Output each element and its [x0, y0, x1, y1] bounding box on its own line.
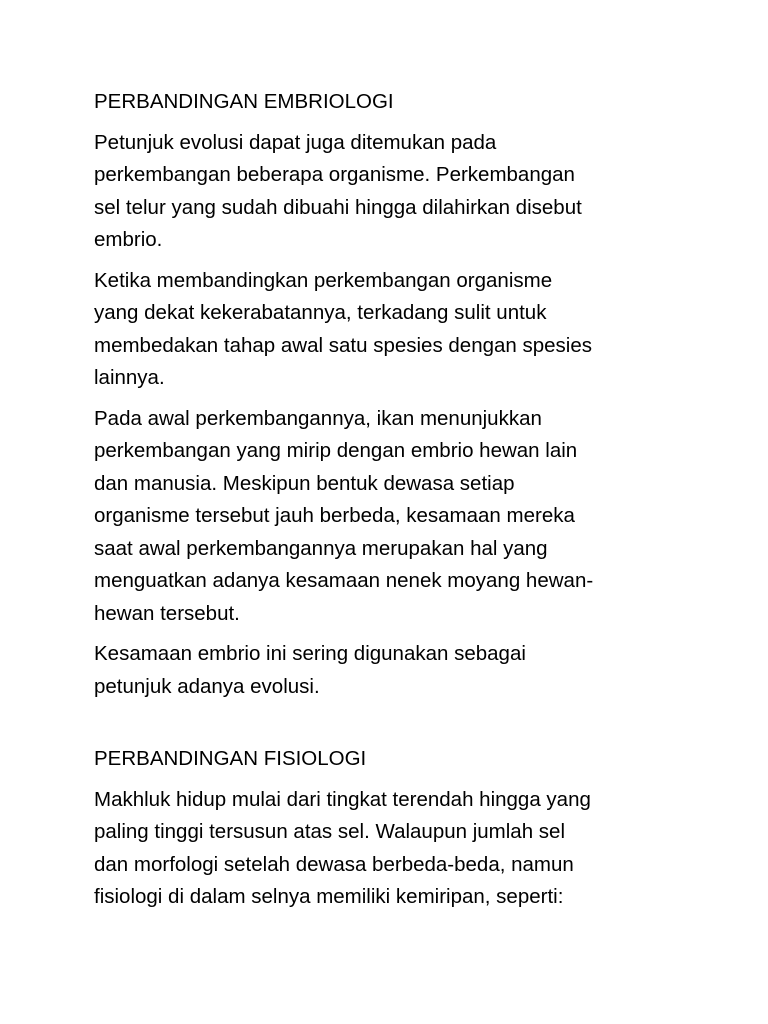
- text-line: paling tinggi tersusun atas sel. Walaupun jumlah sel: [94, 820, 566, 843]
- text-line: membedakan tahap awal satu spesies dengan spesies: [94, 333, 593, 357]
- section-heading: PERBANDINGAN EMBRIOLOGI: [94, 90, 394, 113]
- paragraph: [94, 784, 694, 914]
- section-fisiologi: [94, 743, 694, 914]
- text-line: sel telur yang sudah dibuahi hingga dilahirkan disebut: [94, 195, 582, 219]
- text-line: saat awal perkembangannya merupakan hal yang: [94, 536, 548, 560]
- section-heading: PERBANDINGAN FISIOLOGI: [94, 747, 367, 770]
- document-page: [94, 86, 694, 922]
- text-line: perkembangan yang mirip dengan embrio hewan lain: [94, 439, 578, 462]
- text-line: Makhluk hidup mulai dari tingkat terendah hingga yang: [94, 787, 591, 811]
- text-line: menguatkan adanya kesamaan nenek moyang hewan-: [94, 569, 594, 592]
- text-line: Petunjuk evolusi dapat juga ditemukan pada: [94, 130, 497, 154]
- section-embriologi: [94, 86, 694, 703]
- text-line: Pada awal perkembangannya, ikan menunjukkan: [94, 406, 542, 430]
- text-line: embrio.: [94, 228, 163, 251]
- section-spacer: [94, 711, 694, 743]
- text-line: Kesamaan embrio ini sering digunakan sebagai: [94, 642, 526, 665]
- paragraph: [94, 638, 694, 703]
- text-line: dan manusia. Meskipun bentuk dewasa setiap: [94, 471, 515, 495]
- text-line: organisme tersebut jauh berbeda, kesamaan mereka: [94, 504, 575, 527]
- text-line: Ketika membandingkan perkembangan organisme: [94, 268, 553, 292]
- paragraph: [94, 127, 694, 257]
- paragraph: [94, 403, 694, 631]
- text-line: fisiologi di dalam selnya memiliki kemiripan, seperti:: [94, 885, 564, 908]
- text-line: yang dekat kekerabatannya, terkadang sulit untuk: [94, 301, 547, 324]
- text-line: lainnya.: [94, 366, 165, 389]
- text-line: hewan tersebut.: [94, 601, 240, 625]
- text-line: petunjuk adanya evolusi.: [94, 674, 320, 698]
- text-line: dan morfologi setelah dewasa berbeda-beda, namun: [94, 852, 574, 876]
- text-line: perkembangan beberapa organisme. Perkembangan: [94, 163, 575, 186]
- paragraph: [94, 265, 694, 395]
